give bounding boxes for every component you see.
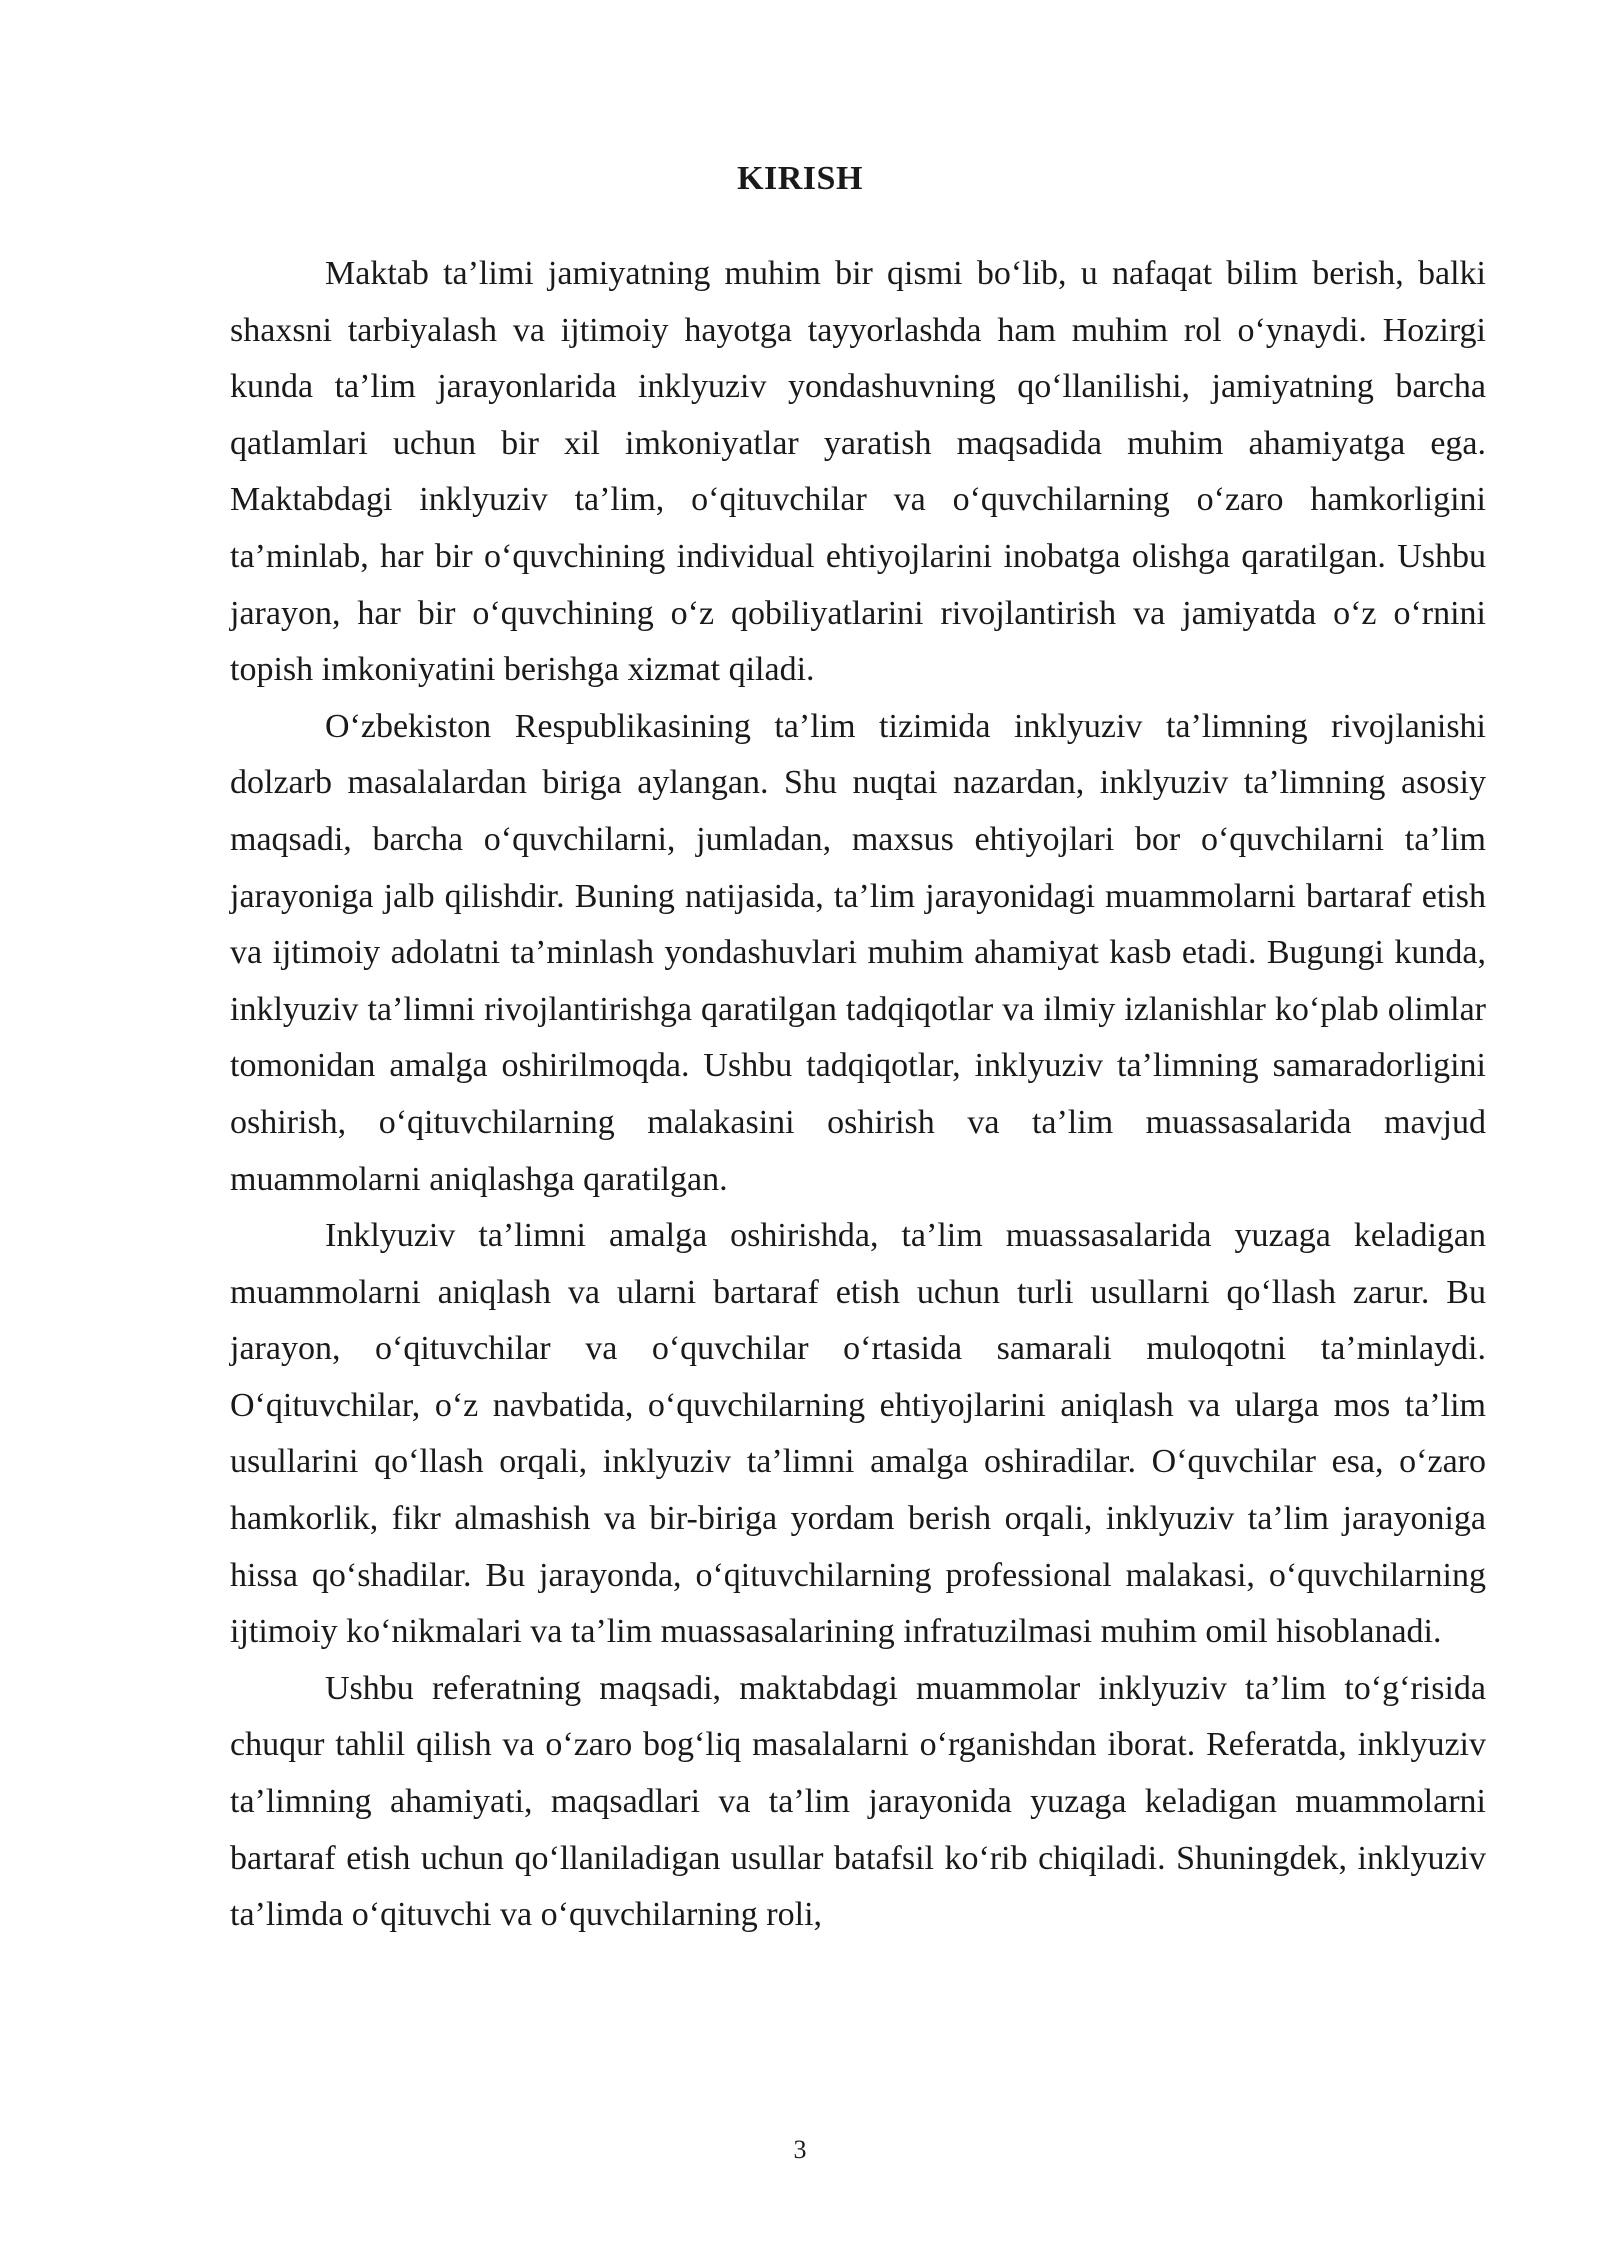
paragraph-3: Inklyuziv ta’limni amalga oshirishda, ta’lim muassasalarida yuzaga keladigan muammolarni aniqlash va ularni bartaraf etish uchun turli usullarni qo‘llash zarur. Bu jarayon, o‘qituvchilar va o‘quvchilar o‘rtasida samarali muloqotni ta’minlaydi. O‘qituvchilar, o‘z navbatida, o‘quvchilarning ehtiyojlarini aniqlash va ularga mos ta’lim usullarini qo‘llash orqali, inklyuziv ta’limni amalga oshiradilar. O‘quvchilar esa, o‘zaro hamkorlik, fikr almashish va bir-biriga yordam berish orqali, inklyuziv ta’lim jarayoniga hissa qo‘shadilar. Bu jarayonda, o‘qituvchilarning professional malakasi, o‘quvchilarning ijtimoiy ko‘nikmalari va ta’lim muassasalarining infratuzilmasi muhim omil hisoblanadi. [230,1217,1486,1651]
document-body [230,246,1486,1944]
page-title: KIRISH [737,160,863,197]
paragraph-2: O‘zbekiston Respublikasining ta’lim tizimida inklyuziv ta’limning rivojlanishi dolzarb masalalardan biriga aylangan. Shu nuqtai nazardan, inklyuziv ta’limning asosiy maqsadi, barcha o‘quvchilarni, jumladan, maxsus ehtiyojlari bor o‘quvchilarni ta’lim jarayoniga jalb qilishdir. Buning natijasida, ta’lim jarayonidagi muammolarni bartaraf etish va ijtimoiy adolatni ta’minlash yondashuvlari muhim ahamiyat kasb etadi. Bugungi kunda, inklyuziv ta’limni rivojlantirishga qaratilgan tadqiqotlar va ilmiy izlanishlar ko‘plab olimlar tomonidan amalga oshirilmoqda. Ushbu tadqiqotlar, inklyuziv ta’limning samaradorligini oshirish, o‘qituvchilarning malakasini oshirish va ta’lim muassasalarida mavjud muammolarni aniqlashga qaratilgan. [230,707,1486,1198]
paragraph-4: Ushbu referatning maqsadi, maktabdagi muammolar inklyuziv ta’lim to‘g‘risida chuqur tahlil qilish va o‘zaro bog‘liq masalalarni o‘rganishdan iborat. Referatda, inklyuziv ta’limning ahamiyati, maqsadlari va ta’lim jarayonida yuzaga keladigan muammolarni bartaraf etish uchun qo‘llaniladigan usullar batafsil ko‘rib chiqiladi. Shuningdek, inklyuziv ta’limda o‘qituvchi va o‘quvchilarning roli, [230,1669,1486,1934]
paragraph-1: Maktab ta’limi jamiyatning muhim bir qismi bo‘lib, u nafaqat bilim berish, balki shaxsni tarbiyalash va ijtimoiy hayotga tayyorlashda ham muhim rol o‘ynaydi. Hozirgi kunda ta’lim jarayonlarida inklyuziv yondashuvning qo‘llanilishi, jamiyatning barcha qatlamlari uchun bir xil imkoniyatlar yaratish maqsadida muhim ahamiyatga ega. Maktabdagi inklyuziv ta’lim, o‘qituvchilar va o‘quvchilarning o‘zaro hamkorligini ta’minlab, har bir o‘quvchining individual ehtiyojlarini inobatga olishga qaratilgan. Ushbu jarayon, har bir o‘quvchining o‘z qobiliyatlarini rivojlantirish va jamiyatda o‘z o‘rnini topish imkoniyatini berishga xizmat qiladi. [230,255,1486,689]
page-number: 3 [793,2135,807,2164]
